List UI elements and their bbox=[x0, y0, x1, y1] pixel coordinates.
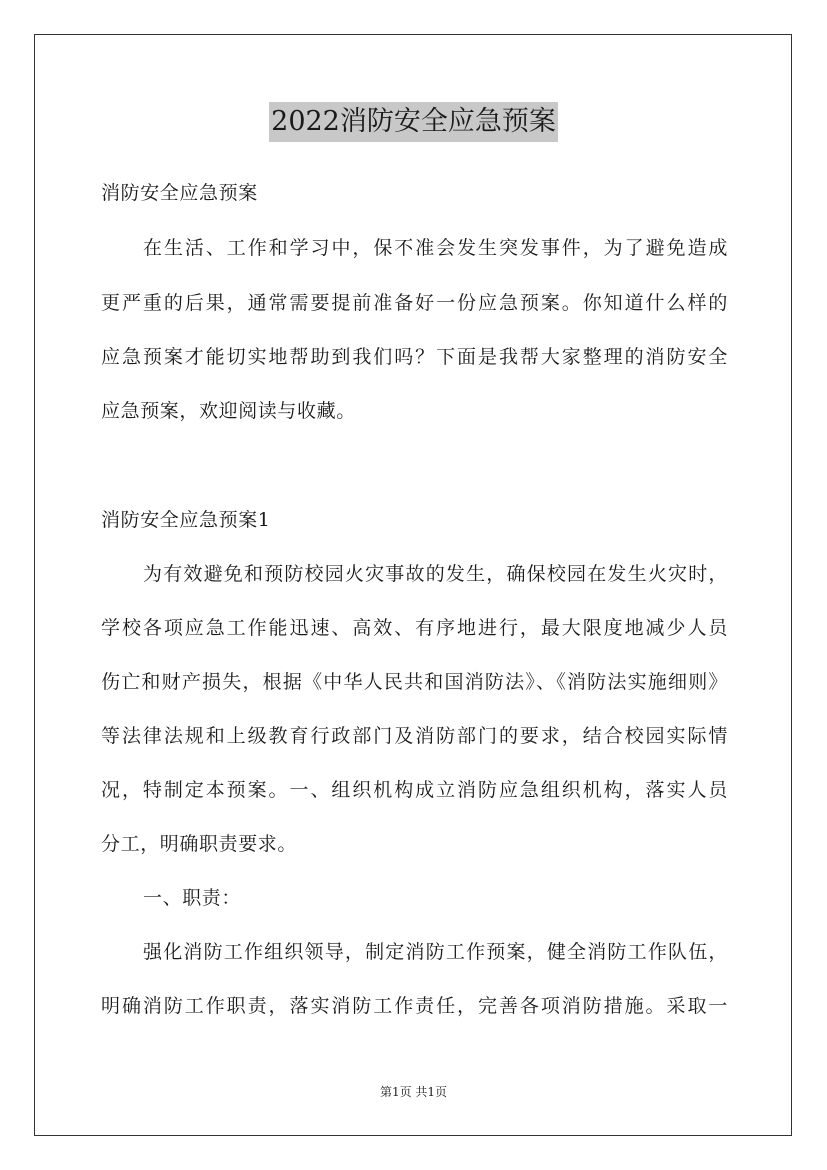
section1-line: 况，特制定本预案。一、组织机构成立消防应急组织机构，落实人员 bbox=[101, 779, 728, 801]
intro-heading: 消防安全应急预案 bbox=[101, 182, 258, 204]
duties-subheading: 一、职责： bbox=[143, 887, 242, 909]
intro-line: 应急预案才能切实地帮助到我们吗？下面是我帮大家整理的消防安全 bbox=[101, 346, 728, 368]
section1-line: 等法律法规和上级教育行政部门及消防部门的要求，结合校园实际情 bbox=[101, 725, 728, 747]
title-container bbox=[0, 102, 827, 142]
section1-line: 学校各项应急工作能迅速、高效、有序地进行，最大限度地减少人员 bbox=[101, 617, 728, 639]
intro-line: 更严重的后果，通常需要提前准备好一份应急预案。你知道什么样的 bbox=[101, 292, 728, 314]
section1-heading: 消防安全应急预案1 bbox=[101, 509, 271, 531]
intro-line: 在生活、工作和学习中，保不准会发生突发事件，为了避免造成 bbox=[143, 237, 728, 259]
document-title: 2022消防安全应急预案 bbox=[269, 102, 558, 142]
page-footer: 第1页 共1页 bbox=[379, 1085, 448, 1099]
section1-line: 分工，明确职责要求。 bbox=[101, 833, 298, 855]
duties-line: 明确消防工作职责，落实消防工作责任，完善各项消防措施。采取一 bbox=[101, 995, 728, 1017]
intro-line: 应急预案，欢迎阅读与收藏。 bbox=[101, 400, 356, 422]
duties-line: 强化消防工作组织领导，制定消防工作预案，健全消防工作队伍， bbox=[143, 941, 728, 963]
section1-line: 伤亡和财产损失，根据《中华人民共和国消防法》、《消防法实施细则》 bbox=[101, 671, 728, 693]
section1-line: 为有效避免和预防校园火灾事故的发生，确保校园在发生火灾时， bbox=[143, 563, 728, 585]
